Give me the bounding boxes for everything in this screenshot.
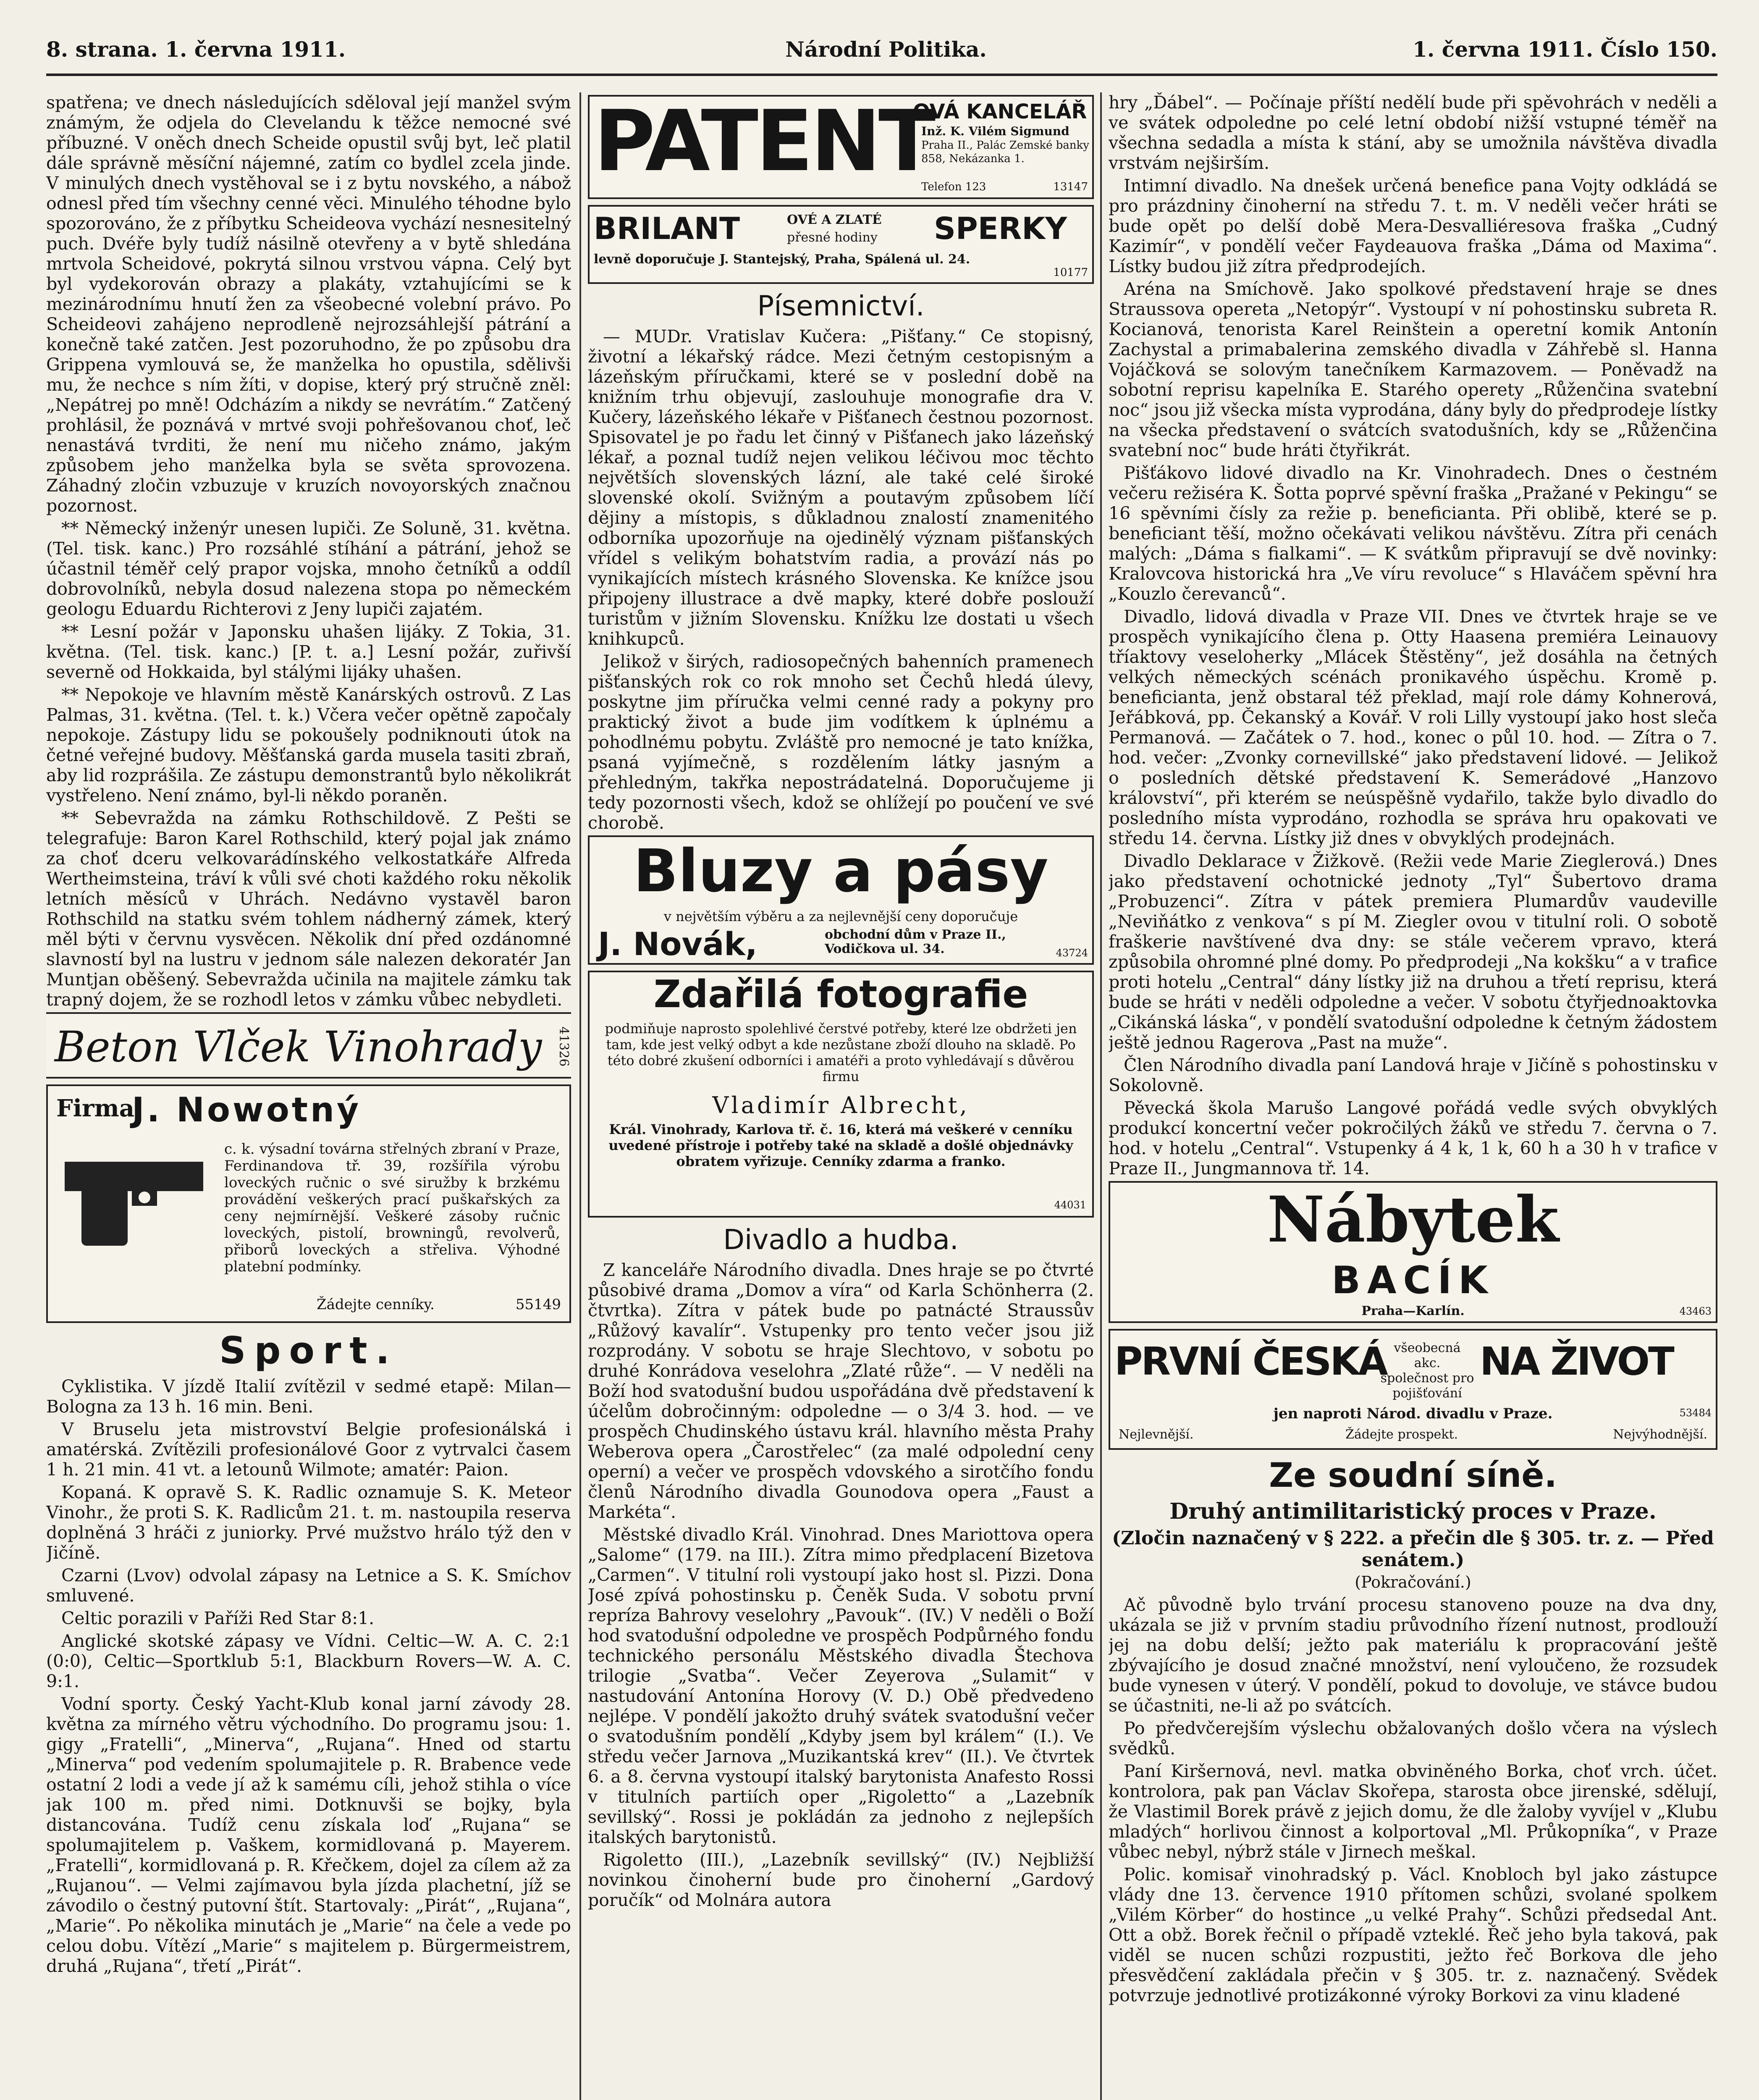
ad-nabytek-number: 43463: [1679, 1305, 1712, 1317]
theatre-paragraph: Intimní divadlo. Na dnešek určená benefice pana Vojty odkládá se pro prázdniny činoherní na středu 7. t. m. V neděli večer hráti se bude opět po delší době Mera-Desvalliéresova fraška „Cudný Kazimír“, v pondělí večer Faydeauova fraška „Dáma od Maxima“. Lístky budou již zítra předprodejích.: [1109, 176, 1717, 276]
ad-nowotny: [46, 1084, 571, 1323]
sport-paragraph: Cyklistika. V jízdě Italií zvítězil v sedmé etapě: Milan—Bologna za 13 h. 16 min. Beni.: [46, 1376, 571, 1417]
sport-paragraph: Anglické skotské zápasy ve Vídni. Celtic—W. A. C. 2:1 (0:0), Celtic—Sportklub 5:1, Blackburn Rovers—W. A. C. 9:1.: [46, 1631, 571, 1691]
ad-foto-number: 44031: [1054, 1199, 1086, 1211]
article-paragraph: ** Nepokoje ve hlavním městě Kanárských ostrovů. Z Las Palmas, 31. května. (Tel. t. k.) Včera večer opětně započaly nepokoje. Zástupy lidu se pokoušely podniknouti útok na četné veřejné budovy. Měšťanská garda musela tasiti zbraň, aby lid rozprášila. Ze zástupu demonstrantů bylo několikrát vystřeleno. Není známo, byl-li někdo poraněn.: [46, 685, 571, 806]
ad-nabytek-a: Nábytek: [1267, 1183, 1559, 1257]
ad-firma-contact: Žádejte cenníky.: [317, 1296, 435, 1313]
ad-beton: [46, 1012, 571, 1079]
page-header: [46, 37, 1717, 66]
header-right: 1. června 1911. Číslo 150.: [1413, 37, 1717, 62]
ad-firma-label: Firma: [56, 1095, 135, 1122]
column-1: [46, 92, 571, 2100]
ad-firma-name: J. Nowotný: [132, 1090, 362, 1129]
ad-nabytek-c: Praha—Karlín.: [1361, 1304, 1465, 1318]
ad-pcz-b: všeobecná akc. společnost pro pojišťování: [1380, 1341, 1474, 1401]
sport-paragraph: Czarni (Lvov) odvolal zápasy na Letnice a S. K. Smíchov smluvené.: [46, 1565, 571, 1606]
ad-beton-text: Beton Vlček Vinohrady: [55, 1022, 542, 1071]
ad-brilant-c: SPERKY: [934, 211, 1067, 246]
divadlo-paragraph: Z kanceláře Národního divadla. Dnes hraje se po čtvrté působivé drama „Domov a víra“ od Karla Schönherra (2. čtvrtka). Zítra v pátek bude po patnácté Straussův „Růžový kavalír“. Vstupenky pro tento večer jsou již rozprodány. V sobotu se hraje Slechtovo, v sobotu po druhé Konrádova veselohra „Zlaté růže“. — V neděli na Boží hod svatodušní budou uspořádána dvě představení k účelům dobročinným: odpoledne — o 3/4 3. hod. — ve prospěch Chudinského ústavu král. hlavního města Prahy Weberova opera „Čarostřelec“ (za malé odpolední ceny operní) a večer ve prospěch vdovského a sirotčího fondu členů Národního divadla Gounodova opera „Faust a Markéta“.: [588, 1260, 1094, 1522]
header-left: 8. strana. 1. června 1911.: [46, 37, 346, 62]
column-3: [1109, 92, 1717, 2100]
soud-paragraph: Paní Kiršernová, nevl. matka obviněného Borka, choť vrch. účet. kontrolora, pak pan Václav Skořepa, starosta obce jirenské, sdělují, že Vlastimil Borek právě z jejich domu, že dle žaloby vyvíjel v „Klubu mladých“ horlivou činnost a kolportoval „Ml. Průkopníka“, v Praze vůbec nebyl, nýbrž stále v Jirnech meškal.: [1109, 1761, 1717, 1862]
sport-paragraph: Kopaná. K opravě S. K. Radlic oznamuje S. K. Meteor Vinohr., že proti S. K. Radlicům 21. t. m. nastoupila reserva doplněná 3 hráči z juniorky. Prvé mužstvo hrálo týž den v Jičíně.: [46, 1482, 571, 1563]
soud-heading: Ze soudní síně.: [1269, 1456, 1557, 1495]
soud-subheading: Druhý antimilitaristický proces v Praze.: [1169, 1499, 1657, 1524]
ad-bluzy-addr: obchodní dům v Praze II., Vodičkova ul. 34.: [825, 927, 1006, 956]
ad-beton-number: 41326: [556, 1026, 571, 1067]
theatre-paragraph: Člen Národního divadla paní Landová hraje v Jičíně s pohostinsku v Sokolovně.: [1109, 1055, 1717, 1095]
ad-pcz-f3: Nejvýhodnější.: [1613, 1427, 1707, 1442]
pisemnictvi-paragraph: — MUDr. Vratislav Kučera: „Pišťany.“ Ce stopisný, životní a lékařský rádce. Mezi četným cestopisným a lázeňským příručkami, které se v poslední době na knižním trhu objevují, zaslouhuje monografie dra V. Kučery, lázeňského lékaře v Pišťanech čestnou pozornost. Spisovatel je po řadu let činný v Pišťanech jako lázeňský lékař, a poznal tudíž nejen velikou léčivou moc těchto největších slovenských lázní, ale také celé široké slovenské okolí. Svižným a poutavým způsobem líčí dějiny a místopis, s důkladnou znalostí znamenitého odborníka upozorňuje na ojedinělý význam pišťanských vřídel s velikým bohatstvím radia, a provází nás po vynikajících místech krásného Slovenska. Ke knížce jsou připojeny illustrace a dvě mapky, které dobře poslouží turistům v jižním Slovensku. Knížku lze dostati u všech knihkupců.: [588, 326, 1094, 649]
ad-patent-small3: Praha II., Palác Zemské banky 858, Nekázanka 1.: [921, 139, 1089, 165]
soud-continuation: (Pokračování.): [1355, 1573, 1471, 1591]
ad-foto-text: podmiňuje naprosto spolehlivé čerstvé potřeby, které lze obdržeti jen tam, kde jest velký odbyt a kde nezůstane zboží dlouho na skladě. Po této dobré zkušení odborníci i amatéři a proto vyhledávají s důvěrou firmu: [605, 1021, 1077, 1084]
article-paragraph: ** Sebevražda na zámku Rothschildově. Z Pešti se telegrafuje: Baron Karel Rothschild, který pojal jak známo za choť dceru velkovarádínského velkostatkáře Alfreda Wertheimsteina, tráví k vůli své choti každého roku několik letních měsíců v Uhrách. Nedávno vystavěl baron Rothschild na statku svém tohlem nádherný zámek, který měl býti v červnu vysvěcen. Několik dní před ozdánomné slavností byl na lustru v jednom sále nalezen dekoratér Jan Muntjan oběšený. Sebevražda učinila na majitele zámku tak trapný dojem, že se rozhodl letos v zámku vůbec nebydleti.: [46, 808, 571, 1010]
theatre-paragraph: Aréna na Smíchově. Jako spolkové představení hraje se dnes Straussova opereta „Netopýr“. Vystoupí v ní pohostinsku subreta R. Kocianová, tenorista Karel Reinštein a operetní komik Antonín Zachystal a primabalerina zemského divadla v Záhřebě sl. Hanna Vojáčková se solovým tanečníkem Karmazovem. — Poněvadž na sobotní reprisu kapelníka E. Starého operety „Růženčina svatební noc“ jsou již všecka místa vyprodána, dány byly do předprodeje lístky na všecka představení o svátcích svatodušních, kdy se „Růženčina svatební noc“ bude hráti čtyřikrát.: [1109, 279, 1717, 460]
ad-bluzy-name: J. Novák,: [598, 925, 758, 963]
ad-bluzy-line: v největším výběru a za nejlevnější ceny doporučuje: [663, 908, 1018, 924]
ad-bluzy-title: Bluzy a pásy: [633, 837, 1049, 906]
ad-bluzy-number: 43724: [1056, 947, 1088, 959]
ad-nabytek-b: BACÍK: [1332, 1258, 1494, 1302]
divadlo-paragraph: Městské divadlo Král. Vinohrad. Dnes Mariottova opera „Salome“ (179. na III.). Zítra mimo předplacení Bizetova „Carmen“. V titulní roli vystoupí jako host sl. Pizzi. Dona José zpívá pohostinsku p. Čeněk Suda. V sobotu první repríza Bahrovy veselohry „Pavouk“. (IV.) V neděli o Boží hod svatodušní odpoledne ve prospěch Podpůrného fondu technického personálu Městského divadla Štechova trilogie „Svatba“. Večer Zeyerova „Sulamit“ v nastudování Antonína Horovy (V. D.) Obě předvedeno nejlépe. V pondělí jakožto druhý svátek svatodušní večer o svatodušním pondělí „Kdyby jsem byl králem“ (I.). Ve středu večer Jarnova „Muzikantská krev“ (II.). Ve čtvrtek 6. a 8. června vystoupí italský barytonista Anafesto Rossi v titulních partiích oper „Rigoletto“ a „Lazebník sevillský“. Rossi je pokládán za jednoho z nejlepších italských barytonistů.: [588, 1525, 1094, 1847]
ad-foto-addr: Král. Vinohrady, Karlova tř. č. 16, která má veškeré v cenníku uvedené přístroje i potřeby také na skladě a došlé objednávky obratem vyřizuje. Cenníky zdarma a franko.: [608, 1121, 1073, 1169]
pisemnictvi-paragraph: Jelikož v širých, radiosopečných bahenních pramenech pišťanských rok co rok mnoho set Čechů hledá úlevy, poskytne jim příručka velmi cenné rady a pokyny pro praktický život a bude jim vodítkem k úplnému a pohodlnému pobytu. Zvláště pro nemocné je tato knížka, psaná vyjímečně, s rozdělením látky jasným a přehledným, takřka nepostrádatelná. Doporučujeme ji tedy pozornosti všech, kdož se ohlížejí po poučení ve své chorobě.: [588, 651, 1094, 833]
sport-paragraph: Vodní sporty. Český Yacht-Klub konal jarní závody 28. května za mírného větru východního. Do programu jsou: 1. gigy „Fratelli“, „Minerva“, „Rujana“. Hned od startu „Minerva“ pod vedením spolumajitele p. R. Brabence vede ostatní 2 lodi a vede jí až k samému cíli, jehož stihla o více jak 100 m. před nimi. Dotknuvši se bojky, byla distancována. Tudíž cenu získala loď „Rujana“ se spolumajitelem p. Vaškem, kormidlovaná p. Mayerem. „Fratelli“, kormidlovaná p. R. Křečkem, dojel za cílem až za „Rujanou“. — Velmi zajímavou byla jízda plachetní, jíž se závodilo o čestný putovní štít. Startovaly: „Pirát“, „Rujana“, „Marie“. Po několika minutách je „Marie“ na čele a vede po celou dobu. Vítězí „Marie“ s majitelem p. Bürgermeistrem, druhá „Rujana“, třetí „Pirát“.: [46, 1694, 571, 1976]
theatre-paragraph: Pišťákovo lidové divadlo na Kr. Vinohradech. Dnes o čestném večeru režiséra K. Šotta poprvé spěvní fraška „Pražané v Pekingu“ se 16 spěvními čísly za režie p. beneficianta. Při oblibě, které se p. beneficiant těší, možno očekávati velikou návštěvu. Zítra při cenách malých: „Dáma s fialkami“. — K svátkům připravují se dvě novinky: Kralovcova historická hra „Ve víru revoluce“ s Hlaváčem spěvní hra „Kouzlo čerevanců“.: [1109, 463, 1717, 604]
ad-pcz-f1: Nejlevnější.: [1119, 1427, 1194, 1442]
sport-heading: Sport.: [219, 1329, 398, 1372]
ad-brilant-number: 10177: [1053, 266, 1088, 279]
ad-patent-small2: Inž. K. Vilém Sigmund: [921, 124, 1070, 138]
ad-patent: [588, 95, 1094, 199]
theatre-paragraph: Pěvecká škola Marušo Langové pořádá vedle svých obvyklých produkcí koncertní večer pokročilých žáků ve středu 7. června o 7. hod. v hotelu „Central“. Vstupenky á 4 k, 1 k, 60 h a 30 h v trafice v Praze II., Jungmannova tř. 14.: [1109, 1098, 1717, 1179]
column-separator-2: [1100, 92, 1102, 2100]
ad-brilant-b: OVÉ A ZLATÉ: [787, 213, 882, 227]
column-separator-1: [579, 92, 581, 2100]
ad-pcz-f2: Žádejte prospekt.: [1345, 1427, 1458, 1442]
soud-paragraph: Ač původně bylo trvání procesu stanoveno pouze na dva dny, ukázala se již v prvním stadiu průvodního řízení nutnost, prodlouží jej na dobu delší; ježto pak materiálu k propracování ještě zbývajícího je dosud značné množství, není vyloučeno, že rozsudek bude vynesen v úterý. V pondělí, pokud to dovoluje, ve stávce budou se účastniti, ne-li až po svátcích.: [1109, 1595, 1717, 1716]
ad-nabytek: [1109, 1181, 1717, 1323]
soud-subheading-2: (Zločin naznačený v § 222. a přečin dle § 305. tr. z. — Před senátem.): [1112, 1528, 1714, 1571]
ad-patent-big: PATENT: [594, 95, 933, 190]
column-2: [588, 92, 1094, 2100]
pistol-icon: [56, 1145, 216, 1254]
ad-foto: [588, 971, 1094, 1218]
sport-paragraph: V Bruselu jeta mistrovství Belgie profesionálská i amatérská. Zvítězili profesionálové Goor z vytrvalci časem 1 h. 21 min. 41 vt. a letounů Wilmote; amatér: Paion.: [46, 1419, 571, 1480]
header-rule: [46, 74, 1717, 76]
sport-paragraph: Celtic porazili v Paříži Red Star 8:1.: [61, 1608, 375, 1628]
article-paragraph: spatřena; ve dnech následujících sděloval její manžel svým známým, že odjela do Clevelandu k těžce nemocné své příbuzné. V oněch dnech Scheide opustil svůj byt, leč platil dále správně měsíční nájemné, zatím co bydlel zcela jinde. V minulých dnech vystěhoval se i z bytu novského, a nábož odnesl před tím všechny cenné věci. Minulého téhodne bylo spozorováno, že z příbytku Scheideova vychází nesnesitelný puch. Dvéře byly tudíž násilně otevřeny a v bytě shledána mrtvola Scheidové, pokrytá silnou vrstvou vápna. Celý byt byl vydekorován obrazy a plakáty, vztahujícími se k mezinárodnímu hnutí žen za všeobecné volební právo. Po Scheideovi zahájeno neprodleně nejrozsáhlejší pátrání a konečně také zatčen. Jest pozoruhodno, že po způsobu dra Grippena vymlouvá se, že manželka ho opustila, sdělivši mu, že nechce s ním žíti, v dopise, který prý stručně zněl: „Nepátrej po mně! Odcházím a nikdy se nevrátím.“ Zatčený prohlásil, že poznává v mrtvé svoji pohřešovanou choť, leč nenastává tvrditi, že není mu ničeho známo, jakým způsobem jeho manželka byla se světa sprovozena. Záhadný zločin vzbuzuje v kruzích novoyorských značnou pozornost.: [46, 92, 571, 516]
ad-brilant-d: přesné hodiny: [787, 230, 878, 245]
ad-firma-text: c. k. výsadní továrna střelných zbraní v Praze, Ferdinandova tř. 39, rozšířila výrobu loveckých ručnic o své siružby k brzkému provádění veškerých prací puškařských za ceny nejmírnější. Veškeré zásoby ručnic loveckých, pistolí, browningů, revolverů, přiborů loveckých a střeliva. Výhodné platební podmínky.: [224, 1141, 560, 1275]
ad-patent-small1: OVÁ KANCELÁŘ: [913, 100, 1087, 123]
ad-patent-small4: Telefon 123: [921, 181, 986, 193]
theatre-paragraph: hry „Ďábel“. — Počínaje příští nedělí bude při spěvohrách v neděli a ve svátek odpoledne po celé letní období nižší vstupné téměř na všechna sedadla a místa k stání, aby se umožnila návštěva divadla vrstvám nejširším.: [1109, 92, 1717, 173]
ad-bluzy: [588, 835, 1094, 965]
pisemnictvi-heading: Písemnictví.: [757, 290, 925, 322]
ad-pcz-a: PRVNÍ ČESKÁ: [1114, 1339, 1387, 1384]
article-paragraph: ** Lesní požár v Japonsku uhašen lijáky. Z Tokia, 31. května. (Tel. tisk. kanc.) [P. t. a.] Lesní požár, zuřivší severně od Hokkaida, byl stálými lijáky uhašen.: [46, 622, 571, 682]
divadlo-paragraph: Rigoletto (III.), „Lazebník sevillský“ (IV.) Nejbližší novinkou činoherní bude pro činoherní „Gardový poručík“ od Molnára autora: [588, 1850, 1094, 1910]
ad-prvni-ceska: [1109, 1329, 1717, 1450]
ad-pcz-c: NA ŽIVOT: [1480, 1339, 1673, 1384]
ad-brilant-a: BRILANT: [594, 211, 740, 246]
ad-brilant-line: levně doporučuje J. Stantejský, Praha, Spálená ul. 24.: [594, 252, 970, 267]
soud-paragraph: Polic. komisař vinohradský p. Václ. Knobloch byl jako zástupce vlády dne 13. července 1910 přítomen schůzi, svolané spolkem „Vilém Körber“ do hostince „u velké Prahy“. Schůzi předsedal Ant. Ott a obž. Borek řečnil o případě vzteklé. Řeč jeho byla taková, pak viděl se nucen schůzi rozpustiti, ježto řeč Borkova dle jeho přesvědčení zakládala přečin v § 305. tr. z. naznačený. Svědek potvrzuje jednotlivé protizákonné výroky Borkovi za vinu kladené: [1109, 1864, 1717, 2006]
ad-brilant: [588, 205, 1094, 284]
ad-firma-number: 55149: [515, 1296, 561, 1313]
ad-pcz-number: 53484: [1679, 1407, 1712, 1419]
theatre-paragraph: Divadlo Deklarace v Žižkově. (Režii vede Marie Zieglerová.) Dnes jako představení ochotnické jednoty „Tyl“ Šubertovo drama „Probuzenci“. Zítra v pátek premiera Plumardův vaudeville „Neviňátko z venkova“ s pí M. Ziegler ovou v titulní roli. O sobotě fraškerie navštívené dva dny: se stále večerem vpravo, která způsobila ohromné plné domy. Po předprodeji „Na kokšku“ a v trafice proti hotelu „Central“ dány lístky již na druhou a třetí reprisu, která bude se hráti v neděli odpoledne a večer. V sobotu čtyřjednoaktovka „Cikánská láska“, v pondělí svatodušní odpoledne k četným žádostem ještě jednou Ragerova „Past na muže“.: [1109, 851, 1717, 1053]
header-center: Národní Politika.: [785, 37, 987, 62]
ad-foto-name: Vladimír Albrecht,: [712, 1092, 970, 1118]
article-paragraph: ** Německý inženýr unesen lupiči. Ze Soluně, 31. května. (Tel. tisk. kanc.) Pro rozsáhlé stíhání a pátrání, jehož se účastnil téměř celý prapor vojska, mnoho četníků a oddíl dobrovolníků, nebyla dosud nalezena stopa po německém geologu Eduardu Richterovi z Jeny lupiči zajatém.: [46, 518, 571, 619]
divadlo-heading: Divadlo a hudba.: [723, 1223, 959, 1256]
ad-pcz-line: jen naproti Národ. divadlu v Praze.: [1273, 1405, 1553, 1422]
soud-paragraph: Po předvčerejším výslechu obžalovaných došlo včera na výslech svědků.: [1109, 1718, 1717, 1759]
ad-foto-title: Zdařilá fotografie: [653, 972, 1028, 1016]
ad-patent-number: 13147: [1053, 181, 1088, 193]
theatre-paragraph: Divadlo, lidová divadla v Praze VII. Dnes ve čtvrtek hraje se ve prospěch vynikajícího člena p. Otty Haasena premiéra Leinauovy tříaktovy veseloherky „Mlácek Štěstěny“, jež dosáhla na četných velkých německých scénách pronikavého úspěchu. Kromě p. beneficianta, jenž obstaral též překlad, mají role dámy Kohnerová, Jeřábková, pp. Čekanský a Kovář. V roli Lilly vystoupí jako host sleča Permanová. — Začátek o 7. hod., konec o půl 10. hod. — Zítra o 7. hod. večer: „Zvonky cornevillské“ jako představení lidové. — Jelikož o posledních dětské představení K. Semerádové „Hanzovo království“, při kterém se neúspěšně vydařilo, takže bylo divadlo do posledního místa vyprodáno, rozhodla se správa hru opakovati ve středu 14. června. Lístky již dnes v obvyklých prodejnách.: [1109, 606, 1717, 848]
